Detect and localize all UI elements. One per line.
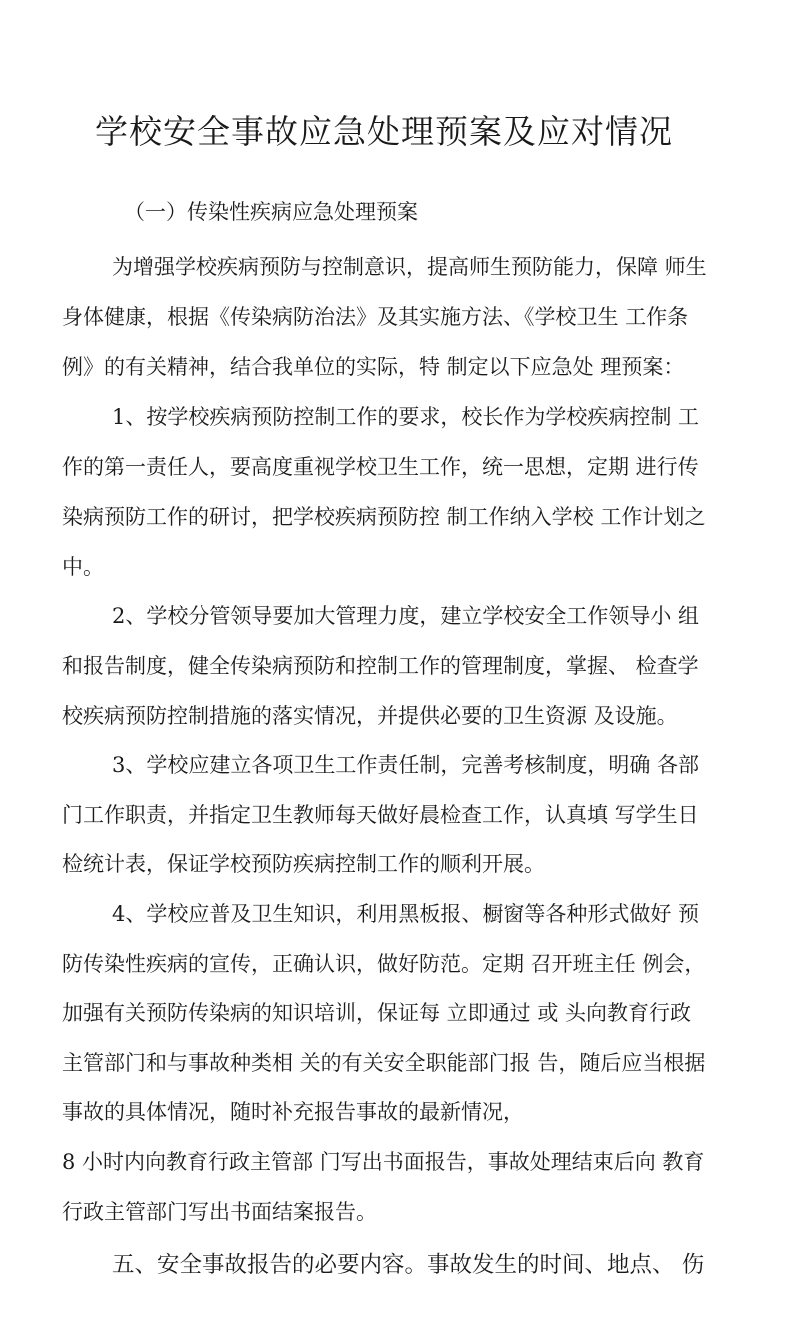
paragraph-line: 检统计表，保证学校预防疾病控制工作的顺利开展。 [62, 852, 545, 876]
paragraph-line: 身体健康，根据《传染病防治法》及其实施方法、《学校卫生 工作条 [62, 305, 689, 329]
paragraph-line: 作的第一责任人，要高度重视学校卫生工作，统一思想，定期 进行传 [62, 455, 699, 479]
paragraph-line: 事故的具体情况，随时补充报告事故的最新情况， [62, 1100, 524, 1124]
paragraph-line: 2、学校分管领导要加大管理力度，建立学校安全工作领导小 组 [112, 604, 700, 628]
paragraph-line: 行政主管部门写出书面结案报告。 [62, 1200, 377, 1224]
document-title: 学校安全事故应急处理预案及应对情况 [95, 112, 673, 151]
paragraph-line: 校疾病预防控制措施的落实情况，并提供必要的卫生资源 及设施。 [62, 704, 678, 728]
section-heading: （一）传染性疾病应急处理预案 [124, 200, 418, 224]
paragraph-line: 主管部门和与事故种类相 关的有关安全职能部门报 告，随后应当根据 [62, 1051, 706, 1075]
paragraph-line: 8 小时内向教育行政主管部 门写出书面报告，事故处理结束后向 教育 [62, 1150, 705, 1174]
paragraph-line: 3、学校应建立各项卫生工作责任制，完善考核制度，明确 各部 [112, 753, 700, 777]
paragraph-line: 门工作职责，并指定卫生教师每天做好晨检查工作，认真填 写学生日 [62, 803, 699, 827]
paragraph-line: 染病预防工作的研讨，把学校疾病预防控 制工作纳入学校 工作计划之 [62, 505, 706, 529]
paragraph-line: 防传染性疾病的宣传，正确认识，做好防范。定期 召开班主任 例会， [62, 952, 706, 976]
paragraph-line: 例》的有关精神，结合我单位的实际，特 制定以下应急处 理预案： [62, 355, 685, 379]
paragraph-line: 和报告制度，健全传染病预防和控制工作的管理制度，掌握、 检查学 [62, 654, 699, 678]
paragraph-line: 为增强学校疾病预防与控制意识，提高师生预防能力，保障 师生 [112, 255, 707, 279]
paragraph-line: 中。 [62, 555, 104, 579]
paragraph-line: 4、学校应普及卫生知识，利用黑板报、橱窗等各种形式做好 预 [112, 902, 700, 926]
paragraph-line: 五、安全事故报告的必要内容。事故发生的时间、地点、 伤 [112, 1252, 705, 1278]
paragraph-line: 加强有关预防传染病的知识培训，保证每 立即通过 或 头向教育行政 [62, 1001, 692, 1025]
paragraph-line: 1、按学校疾病预防控制工作的要求，校长作为学校疾病控制 工 [112, 405, 700, 429]
